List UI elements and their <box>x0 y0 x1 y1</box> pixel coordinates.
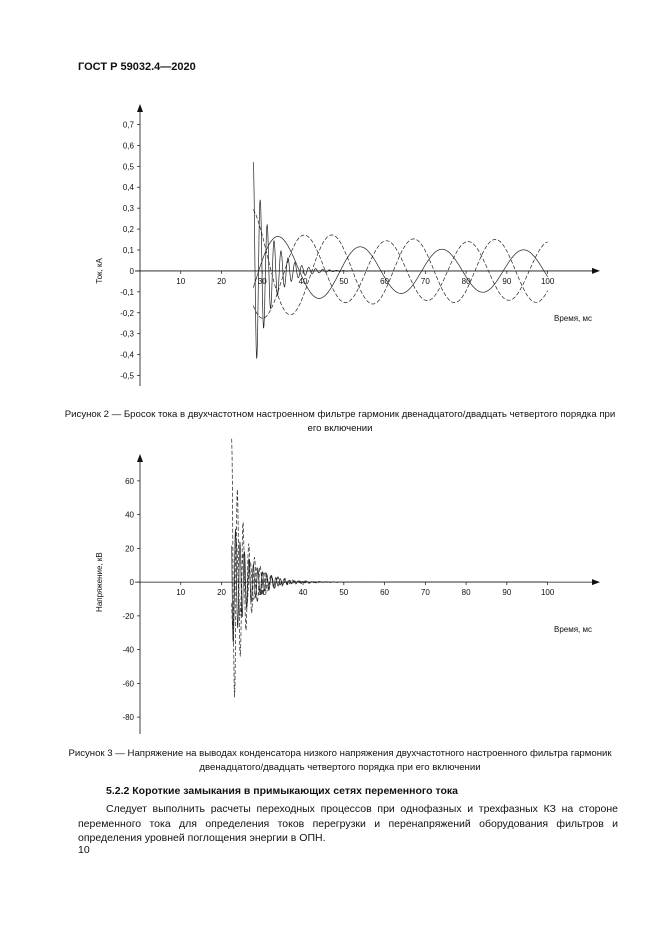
y-tick-label: 0,3 <box>122 204 134 214</box>
y-tick-label: -0,1 <box>120 287 134 297</box>
series-line-3 <box>232 543 548 630</box>
y-tick-label: -80 <box>122 713 134 723</box>
y-tick-label: 0,2 <box>122 225 134 235</box>
figure-2-chart <box>0 90 661 410</box>
y-tick-label: 60 <box>125 476 134 486</box>
x-tick-label: 80 <box>461 588 471 598</box>
y-axis-arrow <box>137 454 143 462</box>
x-tick-label: 70 <box>420 588 430 598</box>
y-tick-label: 0,1 <box>122 246 134 255</box>
x-tick-label: 10 <box>176 276 186 286</box>
x-tick-label: 90 <box>502 588 512 598</box>
x-axis-arrow <box>592 268 600 274</box>
x-axis-label: Время, мс <box>553 313 592 323</box>
y-tick-label: -40 <box>122 645 134 655</box>
figure-2-caption: Рисунок 2 — Бросок тока в двухчастотном настроенном фильтре гармоник двенадцатого/двадцать четвертого порядка при его включении <box>64 409 616 434</box>
x-tick-label: 40 <box>298 588 308 598</box>
x-tick-label: 90 <box>502 276 512 286</box>
x-tick-label: 20 <box>217 588 226 598</box>
x-tick-label: 20 <box>217 276 226 286</box>
y-tick-label: 0,7 <box>122 120 134 130</box>
x-tick-label: 60 <box>380 276 390 286</box>
page-header: ГОСТ Р 59032.4—2020 <box>78 61 196 73</box>
y-axis-label: Напряжение, кВ <box>95 552 104 612</box>
body-paragraph: Следует выполнить расчеты переходных процессов при однофазных и трехфазных КЗ на стороне переменного тока для определения токов перегрузки и перенапряжений оборудования фильтров и определения уровней поглощения энергии в ОПН. <box>78 803 618 844</box>
x-tick-label: 100 <box>540 588 555 598</box>
series-line-2 <box>232 529 548 643</box>
y-tick-label: -0,2 <box>120 308 134 318</box>
figure-3-caption: Рисунок 3 — Напряжение на выводах конденсатора низкого напряжения двухчастотного настроенного фильтра гармоник двенадцатого/двадцать четвертого порядка при его включении <box>68 748 612 773</box>
x-tick-label: 70 <box>420 276 430 286</box>
x-tick-label: 10 <box>176 588 186 598</box>
y-axis-label: Ток, кА <box>95 258 104 284</box>
x-tick-label: 30 <box>257 588 267 598</box>
series-line-1 <box>232 439 548 698</box>
y-tick-label: 0,4 <box>122 183 134 193</box>
x-tick-label: 50 <box>339 276 349 286</box>
x-tick-label: 100 <box>540 276 555 286</box>
series-line-1 <box>253 162 547 358</box>
series-line-2 <box>253 209 547 314</box>
y-tick-label: 0,6 <box>122 141 134 151</box>
figure-3-chart <box>0 440 661 740</box>
y-tick-label: -0,5 <box>120 371 134 381</box>
y-tick-label: 0 <box>129 266 134 276</box>
y-tick-label: 20 <box>125 544 134 554</box>
y-tick-label: -0,3 <box>120 329 134 339</box>
x-tick-label: 50 <box>339 588 349 598</box>
y-tick-label: 40 <box>125 510 134 520</box>
y-tick-label: -20 <box>122 611 134 621</box>
page-number: 10 <box>78 844 90 856</box>
y-tick-label: 0 <box>129 578 134 588</box>
x-tick-label: 60 <box>380 588 390 598</box>
y-tick-label: 0,5 <box>122 162 134 172</box>
y-tick-label: -60 <box>122 679 134 689</box>
y-axis-arrow <box>137 104 143 112</box>
x-axis-arrow <box>592 579 600 585</box>
x-tick-label: 40 <box>298 276 308 286</box>
x-tick-label: 80 <box>461 276 471 286</box>
y-tick-label: -0,4 <box>120 350 134 360</box>
x-axis-label: Время, мс <box>553 625 592 635</box>
x-tick-label: 30 <box>257 276 267 286</box>
section-heading: 5.2.2 Короткие замыкания в примыкающих сетях переменного тока <box>106 785 458 797</box>
